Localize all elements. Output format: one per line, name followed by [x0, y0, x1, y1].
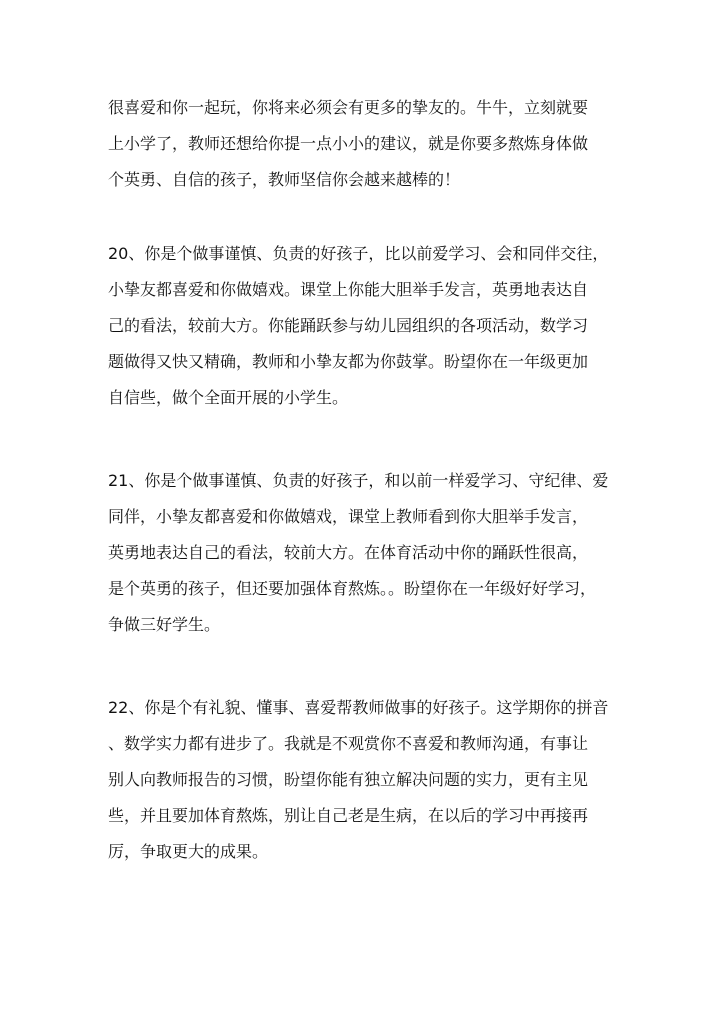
text-line: 是个英勇的孩子，但还要加强体育熬炼。。盼望你在一年级好好学习，: [108, 579, 597, 598]
text-line: 22、你是个有礼貌、懂事、喜爱帮教师做事的好孩子。这学期你的拼音: [108, 698, 609, 717]
text-line: 上小学了，教师还想给你提一点小小的建议，就是你要多熬炼身体做: [108, 134, 589, 153]
text-line: 20、你是个做事谨慎、负责的好孩子，比以前爱学习、会和同伴交往，: [108, 244, 609, 263]
text-line: 小挚友都喜爱和你做嬉戏。课堂上你能大胆举手发言，英勇地表达自: [108, 280, 589, 299]
text-line: 题做得又快又精确，教师和小挚友都为你鼓掌。盼望你在一年级更加: [108, 352, 589, 371]
text-line: 21、你是个做事谨慎、负责的好孩子，和以前一样爱学习、守纪律、爱: [108, 471, 609, 490]
text-line: 别人向教师报告的习惯，盼望你能有独立解决问题的实力，更有主见: [108, 770, 589, 789]
text-line: 个英勇、自信的孩子，教师坚信你会越来越棒的！: [108, 170, 461, 189]
text-line: 争做三好学生。: [108, 615, 221, 634]
text-line: 同伴，小挚友都喜爱和你做嬉戏，课堂上教师看到你大胆举手发言，: [108, 507, 589, 526]
text-line: 己的看法，较前大方。你能踊跃参与幼儿园组织的各项活动，数学习: [108, 316, 589, 335]
text-line: 、数学实力都有进步了。我就是不观赏你不喜爱和教师沟通，有事让: [108, 734, 589, 753]
paragraph-comment-22: [108, 690, 628, 870]
text-line: 很喜爱和你一起玩，你将来必须会有更多的挚友的。牛牛，立刻就要: [108, 98, 589, 117]
text-line: 厉，争取更大的成果。: [108, 842, 269, 861]
paragraph-comment-20: [108, 236, 628, 416]
paragraph-comment-21: [108, 463, 628, 643]
text-line: 英勇地表达自己的看法，较前大方。在体育活动中你的踊跃性很高，: [108, 543, 589, 562]
text-line: 些，并且要加体育熬炼，别让自己老是生病，在以后的学习中再接再: [108, 806, 589, 825]
text-line: 自信些，做个全面开展的小学生。: [108, 388, 349, 407]
paragraph-continued-comment: [108, 90, 628, 198]
